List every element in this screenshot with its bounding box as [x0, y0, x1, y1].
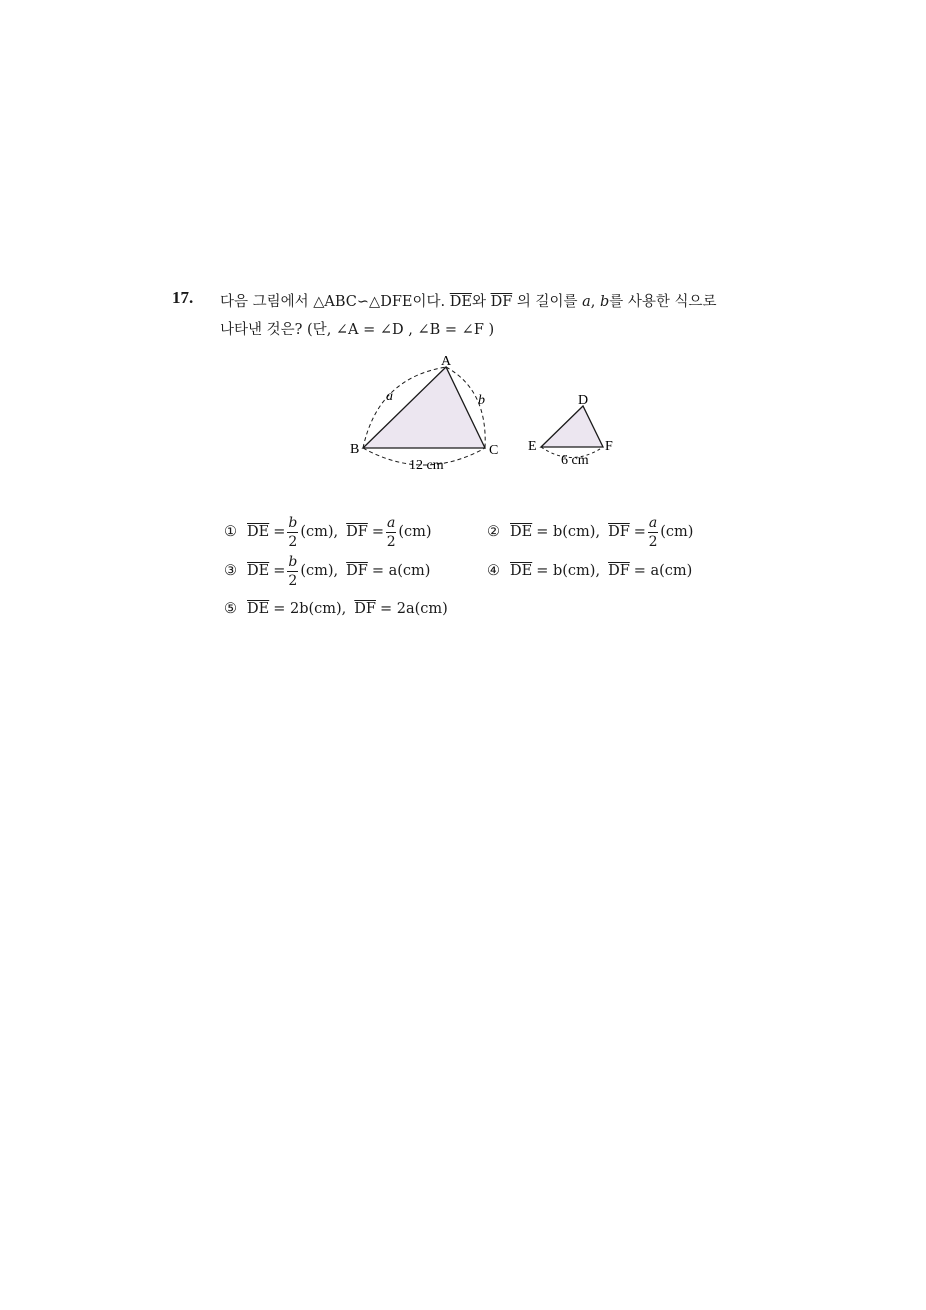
question-text-part: ,: [590, 294, 596, 310]
value-expression: = 2a(cm): [379, 601, 448, 617]
choice-marker-5: ⑤: [224, 601, 237, 617]
numerator: b: [288, 514, 298, 531]
triangle-def: [541, 406, 603, 447]
triangle-figure: [340, 350, 630, 480]
fraction-a-over-2: [386, 516, 396, 549]
value-expression: = a(cm): [371, 563, 431, 579]
choice-1[interactable]: [224, 512, 432, 552]
side-label-a: a: [386, 389, 393, 404]
vertex-label-b: B: [350, 442, 360, 457]
choice-3[interactable]: [224, 551, 430, 591]
triangle-abc: [363, 367, 485, 448]
segment-de: $\overline{DE}$: [247, 563, 270, 579]
variable-b: b: [599, 294, 610, 310]
segment-df: $\overline{DF}$: [346, 524, 368, 540]
denominator: 2: [288, 533, 298, 550]
value-expression: = b(cm),: [536, 524, 601, 540]
fraction-b-over-2: [287, 555, 298, 588]
equals-sign: =: [273, 524, 286, 540]
numerator: a: [648, 514, 658, 531]
segment-de: $\overline{DE}$: [247, 524, 270, 540]
question-text-part: 다음 그림에서 △ABC∽△DFE이다.: [220, 294, 446, 310]
vertex-label-d: D: [578, 393, 589, 408]
equals-sign: =: [633, 524, 646, 540]
denominator: 2: [288, 572, 298, 589]
choice-marker-2: ②: [487, 524, 500, 540]
segment-df: $\overline{DF}$: [608, 563, 630, 579]
question-text-part: 의 길이를: [516, 294, 578, 310]
denominator: 2: [386, 533, 396, 550]
segment-de: $\overline{DE}$: [449, 294, 472, 310]
segment-df: $\overline{DF}$: [490, 294, 513, 310]
unit: (cm): [398, 524, 432, 540]
vertex-label-f: F: [605, 439, 613, 454]
choice-marker-3: ③: [224, 563, 237, 579]
question-text-line2: 나타낸 것은? (단, ∠A = ∠D , ∠B = ∠F ): [220, 322, 495, 338]
value-expression: = b(cm),: [536, 563, 601, 579]
side-label-b: b: [478, 393, 485, 408]
question-text-line1: [220, 290, 717, 311]
segment-de: $\overline{DE}$: [510, 524, 533, 540]
segment-df: $\overline{DF}$: [346, 563, 368, 579]
equals-sign: =: [371, 524, 384, 540]
fraction-b-over-2: [287, 516, 298, 549]
question-text-part: 와: [471, 294, 486, 310]
vertex-label-a: A: [441, 354, 452, 369]
numerator: b: [288, 553, 298, 570]
unit: (cm),: [300, 524, 339, 540]
numerator: a: [386, 514, 396, 531]
question-number: 17.: [172, 288, 194, 307]
segment-df: $\overline{DF}$: [608, 524, 630, 540]
side-label-12cm: 12 cm: [409, 458, 444, 473]
choice-4[interactable]: [487, 551, 692, 591]
segment-df: $\overline{DF}$: [354, 601, 376, 617]
choice-marker-1: ①: [224, 524, 237, 540]
segment-de: $\overline{DE}$: [510, 563, 533, 579]
fraction-a-over-2: [648, 516, 658, 549]
choice-2[interactable]: [487, 512, 693, 552]
question-text-part: 를 사용한 식으로: [609, 294, 717, 310]
unit: (cm): [660, 524, 694, 540]
value-expression: = 2b(cm),: [273, 601, 347, 617]
segment-de: $\overline{DE}$: [247, 601, 270, 617]
choice-5[interactable]: [224, 589, 448, 629]
variable-a: a: [582, 294, 591, 310]
choice-marker-4: ④: [487, 563, 500, 579]
denominator: 2: [648, 533, 658, 550]
value-expression: = a(cm): [633, 563, 693, 579]
equals-sign: =: [273, 563, 286, 579]
vertex-label-e: E: [528, 439, 537, 454]
vertex-label-c: C: [489, 443, 499, 458]
unit: (cm),: [300, 563, 339, 579]
side-label-6cm: 6 cm: [561, 453, 589, 468]
